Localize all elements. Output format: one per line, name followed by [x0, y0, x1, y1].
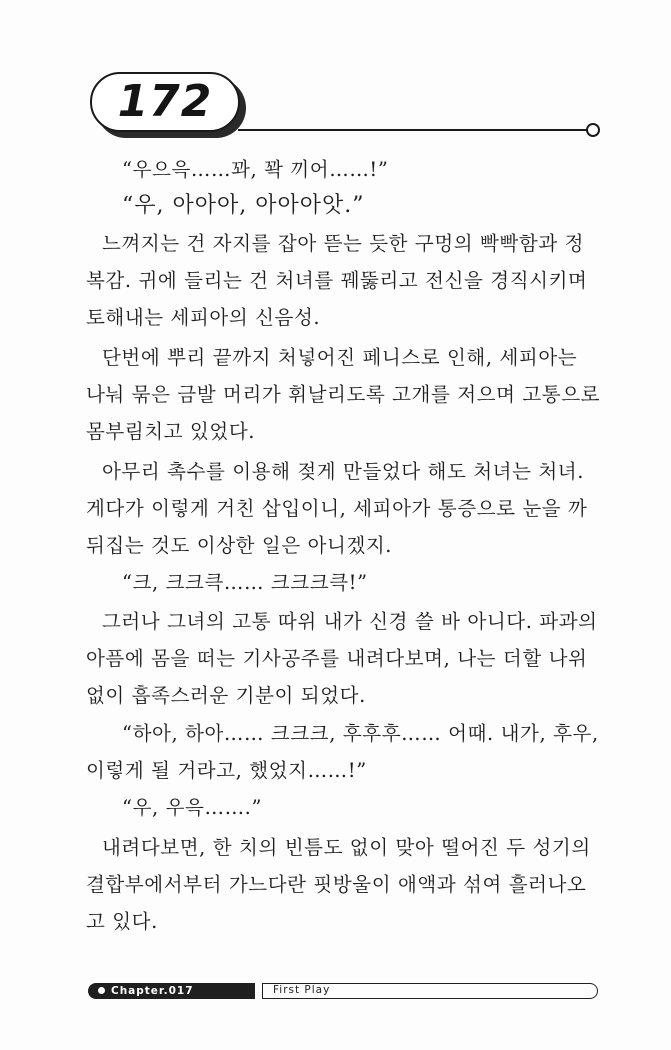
text-line: 없이 흡족스러운 기분이 되었다. [86, 684, 366, 707]
footer-chapter-label: Chapter.017 [111, 985, 194, 997]
text-line: “우으윽……꽈, 꽉 끼어……!” [122, 158, 389, 181]
text-line: 아무리 촉수를 이용해 젖게 만들었다 해도 처녀는 처녀. [102, 460, 585, 483]
text-line: 아픔에 몸을 떠는 기사공주를 내려다보며, 나는 더할 나위 [86, 647, 588, 670]
text-line: “우, 아아아, 아아아앗.” [122, 193, 365, 218]
text-line: 그러나 그녀의 고통 따위 내가 신경 쓸 바 아니다. 파과의 [102, 610, 598, 633]
header-rule [238, 129, 590, 131]
footer-chapter [88, 983, 255, 999]
text-line: “크, 크크큭…… 크크크큭!” [122, 571, 368, 594]
page-number-badge [90, 72, 250, 138]
footer-title [262, 983, 598, 999]
text-line: 고 있다. [86, 910, 158, 933]
footer-title-label: First Play [273, 984, 331, 996]
text-line: 게다가 이렇게 거친 삽입이니, 세피아가 통증으로 눈을 까 [86, 497, 588, 520]
text-line: 나눠 묶은 금발 머리가 휘날리도록 고개를 저으며 고통으로 [86, 383, 601, 406]
text-line: 결합부에서부터 가느다란 핏방울이 애액과 섞여 흘러나오 [86, 873, 587, 896]
text-line: “우, 우윽…….” [122, 796, 263, 819]
text-line: 느껴지는 건 자지를 잡아 뜯는 듯한 구멍의 빡빡함과 정 [102, 232, 585, 255]
text-line: 토해내는 세피아의 신음성. [86, 306, 321, 329]
header-rule-end-dot [586, 123, 600, 137]
text-line: 단번에 뿌리 끝까지 처넣어진 페니스로 인해, 세피아는 [102, 346, 578, 369]
page-number: 172 [117, 76, 213, 127]
text-line: 몸부림치고 있었다. [86, 420, 256, 443]
text-line: 복감. 귀에 들리는 건 처녀를 꿰뚫리고 전신을 경직시키며 [86, 269, 588, 292]
bullet-icon [98, 987, 105, 994]
text-line: 이렇게 될 거라고, 했었지……!” [86, 759, 367, 782]
text-line: 내려다보면, 한 치의 빈틈도 없이 맞아 떨어진 두 성기의 [102, 836, 591, 859]
text-line: “하아, 하아…… 크크크, 후후후…… 어때. 내가, 후우, [122, 722, 599, 745]
text-line: 뒤집는 것도 이상한 일은 아니겠지. [86, 534, 393, 557]
